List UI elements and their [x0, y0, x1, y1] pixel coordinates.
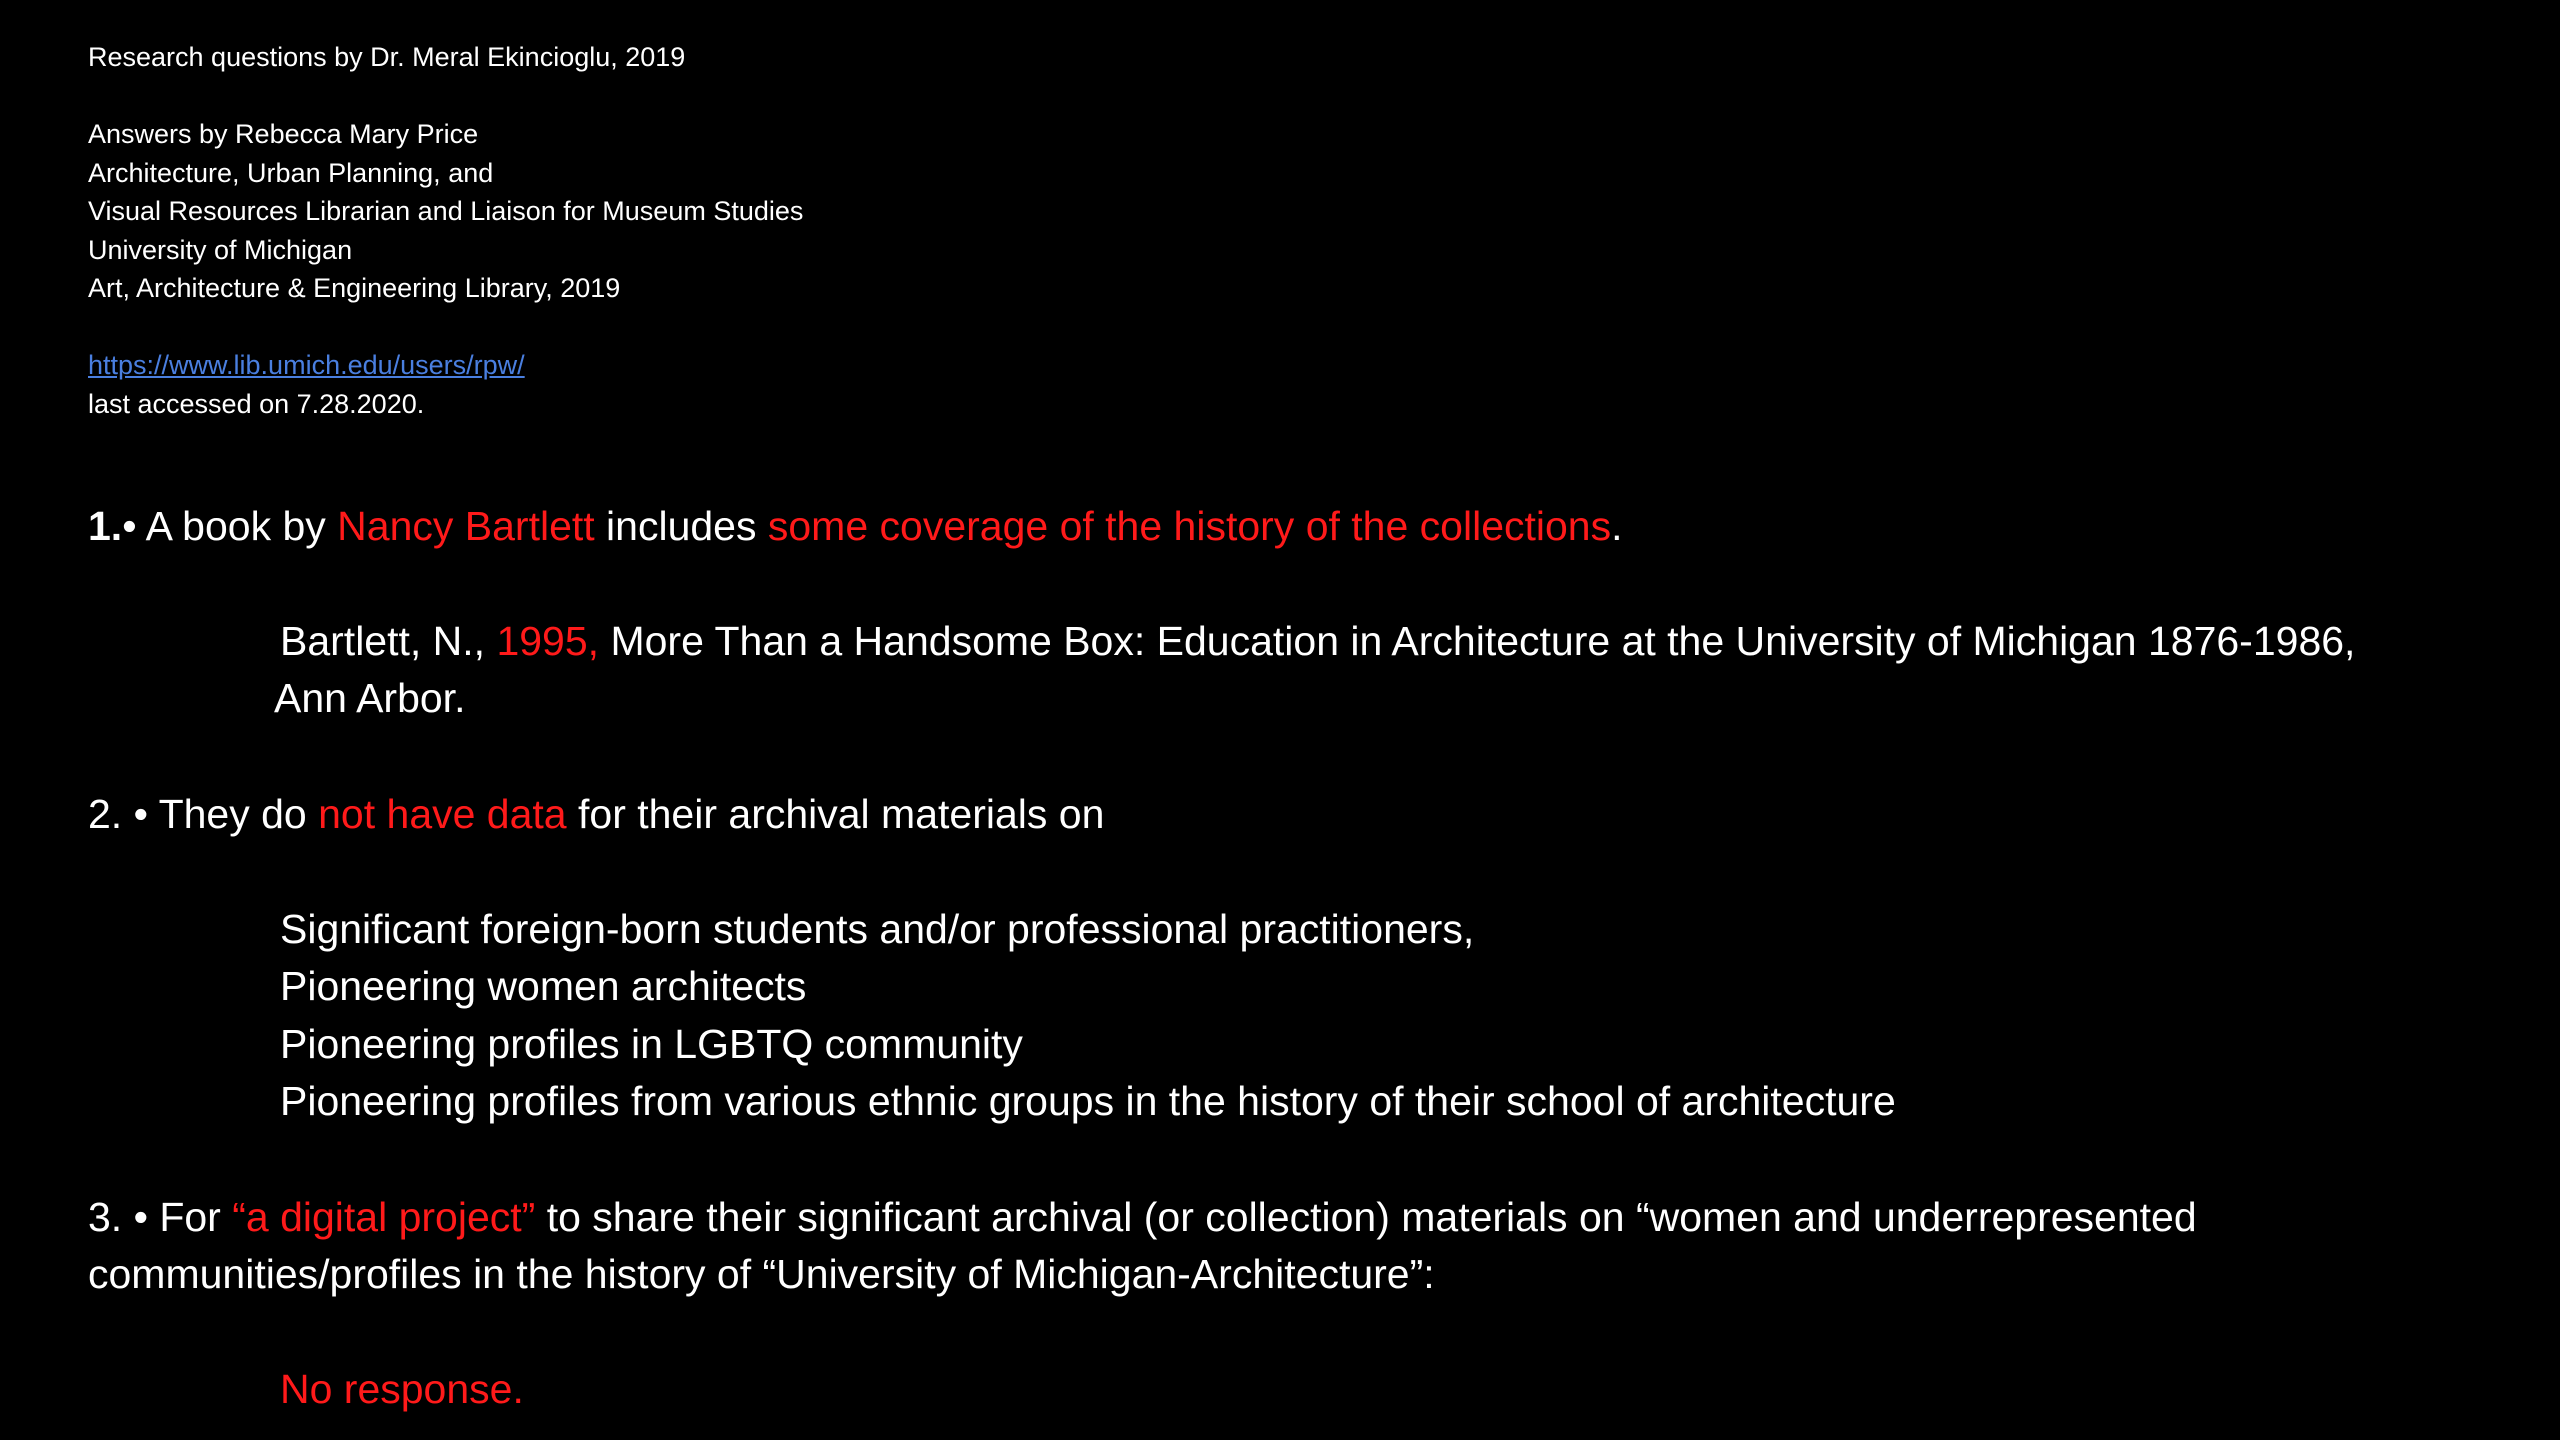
no-response: No response. [280, 1366, 524, 1412]
item-3-highlight: “a digital project” [232, 1194, 536, 1240]
item-3-lead: 3. • For [88, 1194, 233, 1240]
answers-credit: Answers by Rebecca Mary Price [88, 119, 479, 149]
item-1-highlight: some coverage of the history of the collections [767, 503, 1612, 549]
research-credit: Research questions by Dr. Meral Ekincioglu, 2019 [88, 42, 686, 72]
item-1-mid: includes [594, 503, 768, 549]
url-line [88, 346, 803, 385]
item-3 [88, 1189, 2197, 1247]
list-item: Pioneering profiles in LGBTQ community [280, 1021, 1023, 1067]
item-3-rest: to share their significant archival (or collection) materials on “women and underrepresented [535, 1194, 2197, 1240]
item-1-lead: • A book by [122, 503, 338, 549]
item-1-number: 1. [88, 503, 123, 549]
item-2-lead: 2. • They do [88, 791, 319, 837]
spacer [88, 77, 803, 116]
role-line-2: Visual Resources Librarian and Liaison for Museum Studies [88, 196, 804, 226]
list-item: Pioneering women architects [280, 963, 807, 1009]
library-name: Art, Architecture & Engineering Library, 2019 [88, 273, 621, 303]
item-2-rest: for their archival materials on [566, 791, 1105, 837]
citation-year: 1995, [496, 618, 600, 664]
citation-title: More Than a Handsome Box: Education in Architecture at the University of Michigan 1876-1986, [599, 618, 2356, 664]
accessed-date: last accessed on 7.28.2020. [88, 388, 425, 419]
citation-place: Ann Arbor. [274, 675, 466, 721]
spacer [88, 308, 803, 347]
item-2 [88, 786, 1104, 844]
citation-prefix: Bartlett, N., [280, 618, 497, 664]
item-3-line-2: communities/profiles in the history of “University of Michigan-Architecture”: [88, 1251, 1435, 1297]
header-block [88, 38, 803, 423]
item-1-end: . [1611, 503, 1623, 549]
item-1 [88, 498, 1623, 556]
university-name: University of Michigan [88, 234, 353, 265]
item-2-highlight: not have data [318, 791, 567, 837]
list-item: Pioneering profiles from various ethnic groups in the history of their school of architecture [280, 1078, 1896, 1124]
source-link[interactable]: https://www.lib.umich.edu/users/rpw/ [88, 350, 525, 380]
list-item: Significant foreign-born students and/or professional practitioners, [280, 906, 1475, 952]
item-1-author: Nancy Bartlett [337, 503, 595, 549]
citation-line-1 [280, 613, 2355, 671]
role-line-1: Architecture, Urban Planning, and [88, 157, 494, 188]
